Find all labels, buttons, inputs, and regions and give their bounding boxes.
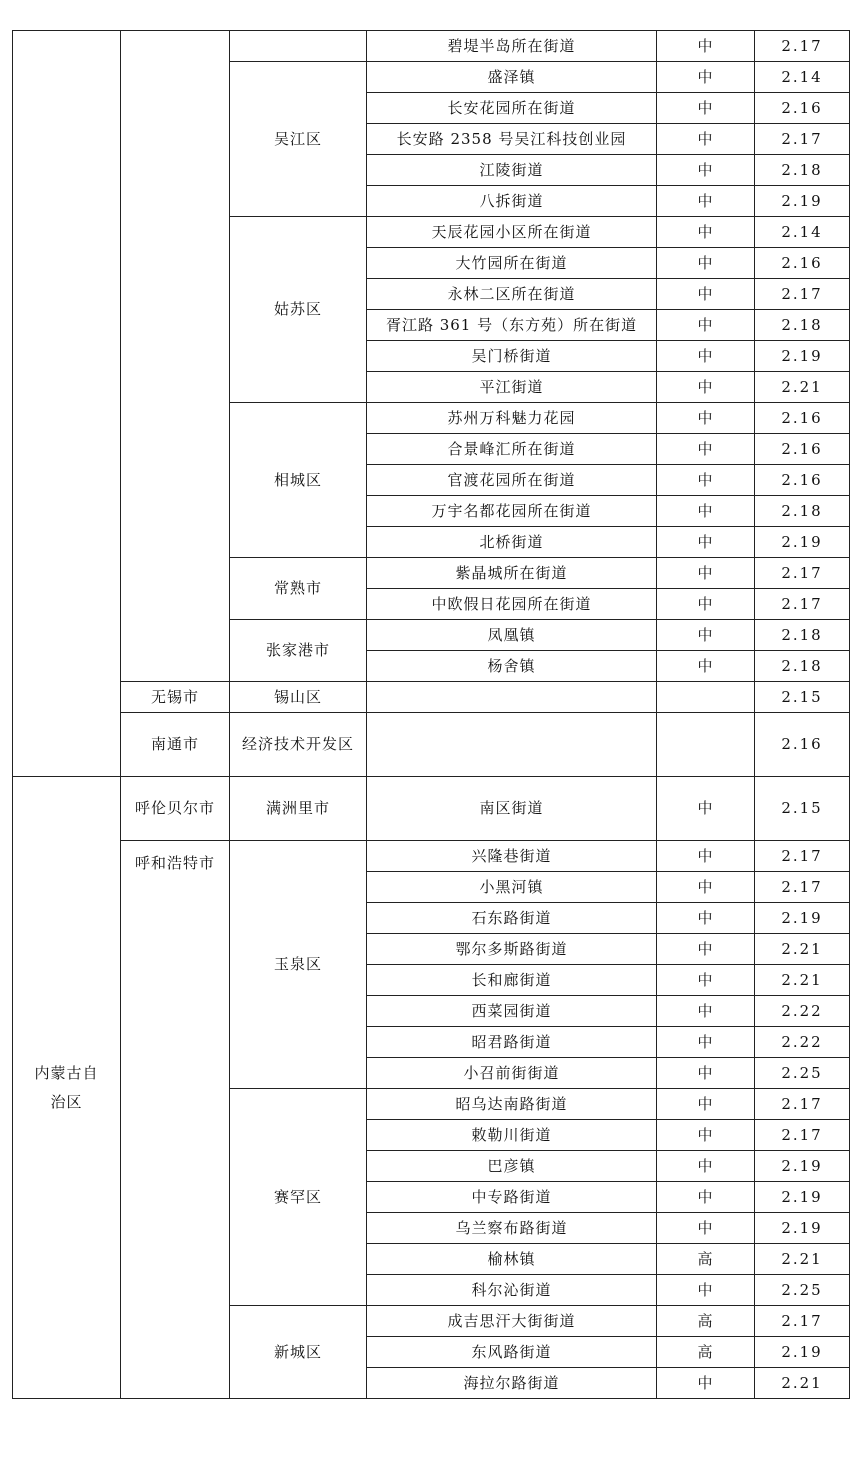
level-cell: 中	[657, 186, 755, 217]
value-cell: 2.16	[755, 248, 850, 279]
location-cell: 小召前街街道	[367, 1058, 657, 1089]
location-cell: 苏州万科魅力花园	[367, 403, 657, 434]
location-cell: 长安花园所在街道	[367, 93, 657, 124]
value-cell: 2.19	[755, 1182, 850, 1213]
location-cell: 兴隆巷街道	[367, 841, 657, 872]
level-cell: 中	[657, 1151, 755, 1182]
location-cell: 科尔沁街道	[367, 1275, 657, 1306]
district-cell: 新城区	[230, 1306, 367, 1399]
value-cell: 2.18	[755, 310, 850, 341]
level-cell: 高	[657, 1306, 755, 1337]
location-cell: 东风路街道	[367, 1337, 657, 1368]
level-cell: 高	[657, 1337, 755, 1368]
value-cell: 2.21	[755, 1244, 850, 1275]
location-cell: 榆林镇	[367, 1244, 657, 1275]
district-cell: 常熟市	[230, 558, 367, 620]
city-cell: 呼和浩特市	[121, 841, 230, 1399]
location-cell	[367, 682, 657, 713]
value-cell: 2.19	[755, 527, 850, 558]
table-row	[13, 777, 850, 841]
value-cell: 2.17	[755, 124, 850, 155]
value-cell: 2.22	[755, 1027, 850, 1058]
location-cell: 江陵街道	[367, 155, 657, 186]
value-cell: 2.17	[755, 872, 850, 903]
level-cell: 中	[657, 1213, 755, 1244]
location-cell: 凤凰镇	[367, 620, 657, 651]
level-cell: 中	[657, 903, 755, 934]
level-cell: 中	[657, 279, 755, 310]
value-cell: 2.19	[755, 186, 850, 217]
value-cell: 2.21	[755, 1368, 850, 1399]
district-cell: 经济技术开发区	[230, 713, 367, 777]
value-cell: 2.16	[755, 93, 850, 124]
level-cell: 中	[657, 217, 755, 248]
level-cell: 中	[657, 248, 755, 279]
value-cell: 2.16	[755, 713, 850, 777]
level-cell: 中	[657, 965, 755, 996]
value-cell: 2.18	[755, 155, 850, 186]
location-cell: 碧堤半岛所在街道	[367, 31, 657, 62]
value-cell: 2.19	[755, 903, 850, 934]
value-cell: 2.21	[755, 934, 850, 965]
location-cell: 杨舍镇	[367, 651, 657, 682]
location-cell: 昭君路街道	[367, 1027, 657, 1058]
location-cell: 鄂尔多斯路街道	[367, 934, 657, 965]
level-cell	[657, 713, 755, 777]
level-cell: 中	[657, 1182, 755, 1213]
value-cell: 2.17	[755, 1120, 850, 1151]
value-cell: 2.16	[755, 434, 850, 465]
location-cell	[367, 713, 657, 777]
value-cell: 2.17	[755, 31, 850, 62]
district-cell	[230, 31, 367, 62]
value-cell: 2.21	[755, 372, 850, 403]
level-cell: 中	[657, 620, 755, 651]
location-cell: 长安路 2358 号吴江科技创业园	[367, 124, 657, 155]
value-cell: 2.19	[755, 1337, 850, 1368]
location-cell: 盛泽镇	[367, 62, 657, 93]
level-cell: 中	[657, 1120, 755, 1151]
level-cell: 中	[657, 777, 755, 841]
location-cell: 成吉思汗大街街道	[367, 1306, 657, 1337]
location-cell: 吴门桥街道	[367, 341, 657, 372]
value-cell: 2.17	[755, 1306, 850, 1337]
location-cell: 敕勒川街道	[367, 1120, 657, 1151]
value-cell: 2.18	[755, 651, 850, 682]
value-cell: 2.25	[755, 1275, 850, 1306]
table-body	[13, 31, 850, 1399]
district-cell: 相城区	[230, 403, 367, 558]
value-cell: 2.25	[755, 1058, 850, 1089]
location-cell: 合景峰汇所在街道	[367, 434, 657, 465]
value-cell: 2.18	[755, 620, 850, 651]
value-cell: 2.17	[755, 1089, 850, 1120]
location-cell: 南区街道	[367, 777, 657, 841]
level-cell: 中	[657, 434, 755, 465]
location-cell: 胥江路 361 号（东方苑）所在街道	[367, 310, 657, 341]
table-row	[13, 713, 850, 777]
location-cell: 中专路街道	[367, 1182, 657, 1213]
level-cell: 中	[657, 93, 755, 124]
level-cell: 中	[657, 403, 755, 434]
district-cell: 满洲里市	[230, 777, 367, 841]
level-cell: 中	[657, 310, 755, 341]
level-cell: 中	[657, 31, 755, 62]
location-cell: 巴彦镇	[367, 1151, 657, 1182]
value-cell: 2.18	[755, 496, 850, 527]
location-cell: 中欧假日花园所在街道	[367, 589, 657, 620]
city-cell: 呼伦贝尔市	[121, 777, 230, 841]
value-cell: 2.16	[755, 465, 850, 496]
city-cell: 无锡市	[121, 682, 230, 713]
location-cell: 石东路街道	[367, 903, 657, 934]
level-cell	[657, 682, 755, 713]
value-cell: 2.15	[755, 682, 850, 713]
city-cell	[121, 31, 230, 682]
level-cell: 中	[657, 155, 755, 186]
district-cell: 玉泉区	[230, 841, 367, 1089]
location-cell: 官渡花园所在街道	[367, 465, 657, 496]
level-cell: 中	[657, 1089, 755, 1120]
location-cell: 万宇名都花园所在街道	[367, 496, 657, 527]
level-cell: 中	[657, 1058, 755, 1089]
data-table	[12, 30, 850, 1399]
location-cell: 北桥街道	[367, 527, 657, 558]
location-cell: 小黑河镇	[367, 872, 657, 903]
district-cell: 锡山区	[230, 682, 367, 713]
value-cell: 2.14	[755, 217, 850, 248]
level-cell: 中	[657, 1368, 755, 1399]
value-cell: 2.19	[755, 1213, 850, 1244]
district-cell: 姑苏区	[230, 217, 367, 403]
level-cell: 高	[657, 1244, 755, 1275]
level-cell: 中	[657, 1027, 755, 1058]
level-cell: 中	[657, 1275, 755, 1306]
value-cell: 2.19	[755, 1151, 850, 1182]
level-cell: 中	[657, 341, 755, 372]
level-cell: 中	[657, 124, 755, 155]
location-cell: 西菜园街道	[367, 996, 657, 1027]
district-cell: 张家港市	[230, 620, 367, 682]
table-row	[13, 682, 850, 713]
level-cell: 中	[657, 372, 755, 403]
location-cell: 乌兰察布路街道	[367, 1213, 657, 1244]
value-cell: 2.16	[755, 403, 850, 434]
level-cell: 中	[657, 589, 755, 620]
location-cell: 海拉尔路街道	[367, 1368, 657, 1399]
value-cell: 2.22	[755, 996, 850, 1027]
value-cell: 2.19	[755, 341, 850, 372]
level-cell: 中	[657, 841, 755, 872]
level-cell: 中	[657, 872, 755, 903]
level-cell: 中	[657, 496, 755, 527]
location-cell: 平江街道	[367, 372, 657, 403]
value-cell: 2.17	[755, 558, 850, 589]
level-cell: 中	[657, 996, 755, 1027]
province-cell	[13, 31, 121, 777]
level-cell: 中	[657, 527, 755, 558]
value-cell: 2.17	[755, 841, 850, 872]
value-cell: 2.17	[755, 279, 850, 310]
level-cell: 中	[657, 62, 755, 93]
province-cell: 内蒙古自治区	[13, 777, 121, 1399]
location-cell: 昭乌达南路街道	[367, 1089, 657, 1120]
value-cell: 2.21	[755, 965, 850, 996]
value-cell: 2.17	[755, 589, 850, 620]
location-cell: 八拆街道	[367, 186, 657, 217]
value-cell: 2.14	[755, 62, 850, 93]
table-row	[13, 31, 850, 62]
value-cell: 2.15	[755, 777, 850, 841]
district-cell: 赛罕区	[230, 1089, 367, 1306]
table-row	[13, 841, 850, 872]
level-cell: 中	[657, 558, 755, 589]
city-cell: 南通市	[121, 713, 230, 777]
location-cell: 大竹园所在街道	[367, 248, 657, 279]
level-cell: 中	[657, 934, 755, 965]
location-cell: 永林二区所在街道	[367, 279, 657, 310]
district-cell: 吴江区	[230, 62, 367, 217]
location-cell: 天辰花园小区所在街道	[367, 217, 657, 248]
level-cell: 中	[657, 465, 755, 496]
level-cell: 中	[657, 651, 755, 682]
location-cell: 紫晶城所在街道	[367, 558, 657, 589]
location-cell: 长和廊街道	[367, 965, 657, 996]
